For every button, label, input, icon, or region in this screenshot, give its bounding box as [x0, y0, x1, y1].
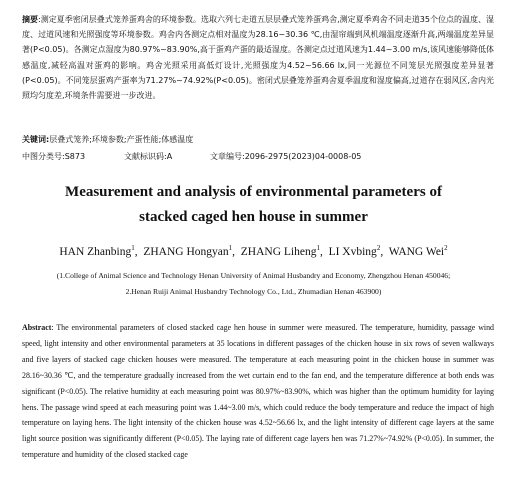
affiliations	[0, 268, 507, 300]
clc-number: 中图分类号:S873	[22, 152, 86, 161]
english-title	[0, 180, 507, 230]
author: ZHANG Hongyan$^1$	[143, 244, 233, 258]
english-abstract-text: : The environmental parameters of closed stacked cage hen house in summer were measured. The temperature, humidity, passage wind speed, light intensity and other environmental parameters at 35 locations in different passages of the chicken house in six rows of seven walkways and five layers of stacked cage chicken houses were measured. The temperature at each measuring point in the chicken house in summer was 28.16~30.36 ℃, and the temperature gradually increased from the wet curtain end to the fan end, and the temperature difference at both ends was significant (P<0.05). The relative humidity at each measuring point was 80.97%~83.90%, which was higher than the optimum humidity for laying hens. The passage wind speed at each measuring point was 1.44~3.00 m/s, which could reduce the body temperature and reduce the impact of high temperature on laying hens. The light intensity of the chicken house was 4.52~56.66 lx, and the light intensity of different cage layers at the same light source position was significantly different (P<0.05). The laying rate of different cage layers hen was 71.27%~74.92% (P<0.05). In summer, the temperature and humidity of the closed stacked cage	[22, 323, 494, 460]
title-line-1: Measurement and analysis of environmental parameters of	[65, 184, 442, 200]
document-code: 文献标识码:A	[124, 152, 173, 161]
author: LI Xvbing$^2$	[328, 244, 381, 258]
affiliation-line-2: 2.Henan Ruiji Animal Husbandry Technology Co., Ltd., Zhumadian Henan 463900)	[125, 287, 382, 296]
english-abstract	[22, 320, 494, 463]
article-metadata	[22, 151, 494, 162]
keywords-label: 关键词	[22, 135, 46, 144]
author: HAN Zhanbing$^1$	[59, 244, 135, 258]
keywords-text: 层叠式笼养;环境参数;产蛋性能;体感温度	[49, 135, 194, 144]
title-line-2: stacked caged hen house in summer	[139, 209, 368, 225]
chinese-keywords: 关键词:层叠式笼养;环境参数;产蛋性能;体感温度	[22, 135, 194, 144]
chinese-abstract: 摘要:测定夏季密闭层叠式笼养蛋鸡舍的环境参数。选取六列七走道五层层叠式笼养蛋鸡舍,测定夏季鸡舍不同走道35个位点的温度、湿度、过道风速和光照强度等环境参数。鸡舍内各测定点相对温度为28.16~30.36 ℃,由湿帘端到风机端温度逐渐升高,两端温度差异显著(P<0.05)。各测定点湿度为80.97%~83.90%,高于蛋鸡产蛋的最适湿度。各测定点过道风速为1.44~3.00 m/s,该风速能够降低体感温度,减轻高温对蛋鸡的影响。鸡舍光照采用高低灯设计,光照强度为4.52~56.66 lx,同一光源位不同笼层光照强度差异显著(P<0.05)。不同笼层蛋鸡产蛋率为71.27%~74.92%(P<0.05)。密闭式层叠笼养蛋鸡舍夏季温度和湿度偏高,过道存在弱风区,舍内光照均匀度差,环境条件需要进一步改进。	[22, 15, 495, 101]
author: WANG Wei$^2$	[388, 244, 448, 258]
chinese-abstract-text: 测定夏季密闭层叠式笼养蛋鸡舍的环境参数。选取六列七走道五层层叠式笼养蛋鸡舍,测定夏季鸡舍不同走道35个位点的温度、湿度、过道风速和光照强度等环境参数。鸡舍内各测定点相对温度为28.16~30.36 ℃,由湿帘端到风机端温度逐渐升高,两端温度差异显著(P<0.05)。各测定点湿度为80.97%~83.90%,高于蛋鸡产蛋的最适湿度。各测定点过道风速为1.44~3.00 m/s,该风速能够降低体感温度,减轻高温对蛋鸡的影响。鸡舍光照采用高低灯设计,光照强度为4.52~56.66 lx,同一光源位不同笼层光照强度差异显著(P<0.05)。不同笼层蛋鸡产蛋率为71.27%~74.92%(P<0.05)。密闭式层叠笼养蛋鸡舍夏季温度和湿度偏高,过道存在弱风区,舍内光照均匀度差,环境条件需要进一步改进。	[22, 15, 495, 101]
english-abstract-label: Abstract	[22, 323, 52, 332]
article-number: 文章编号:2096-2975(2023)04-0008-05	[210, 152, 362, 161]
author: ZHANG Liheng$^1$	[240, 244, 320, 258]
affiliation-line-1: (1.College of Animal Science and Technology Henan University of Animal Husbandry and Economy, Zhengzhou Henan 450046;	[56, 271, 451, 280]
author-list: HAN Zhanbing$^1$, ZHANG Hongyan$^1$, ZHANG Liheng$^1$, LI Xvbing$^2$, WANG Wei$^2$	[59, 244, 448, 258]
chinese-abstract-label: 摘要	[22, 15, 39, 24]
